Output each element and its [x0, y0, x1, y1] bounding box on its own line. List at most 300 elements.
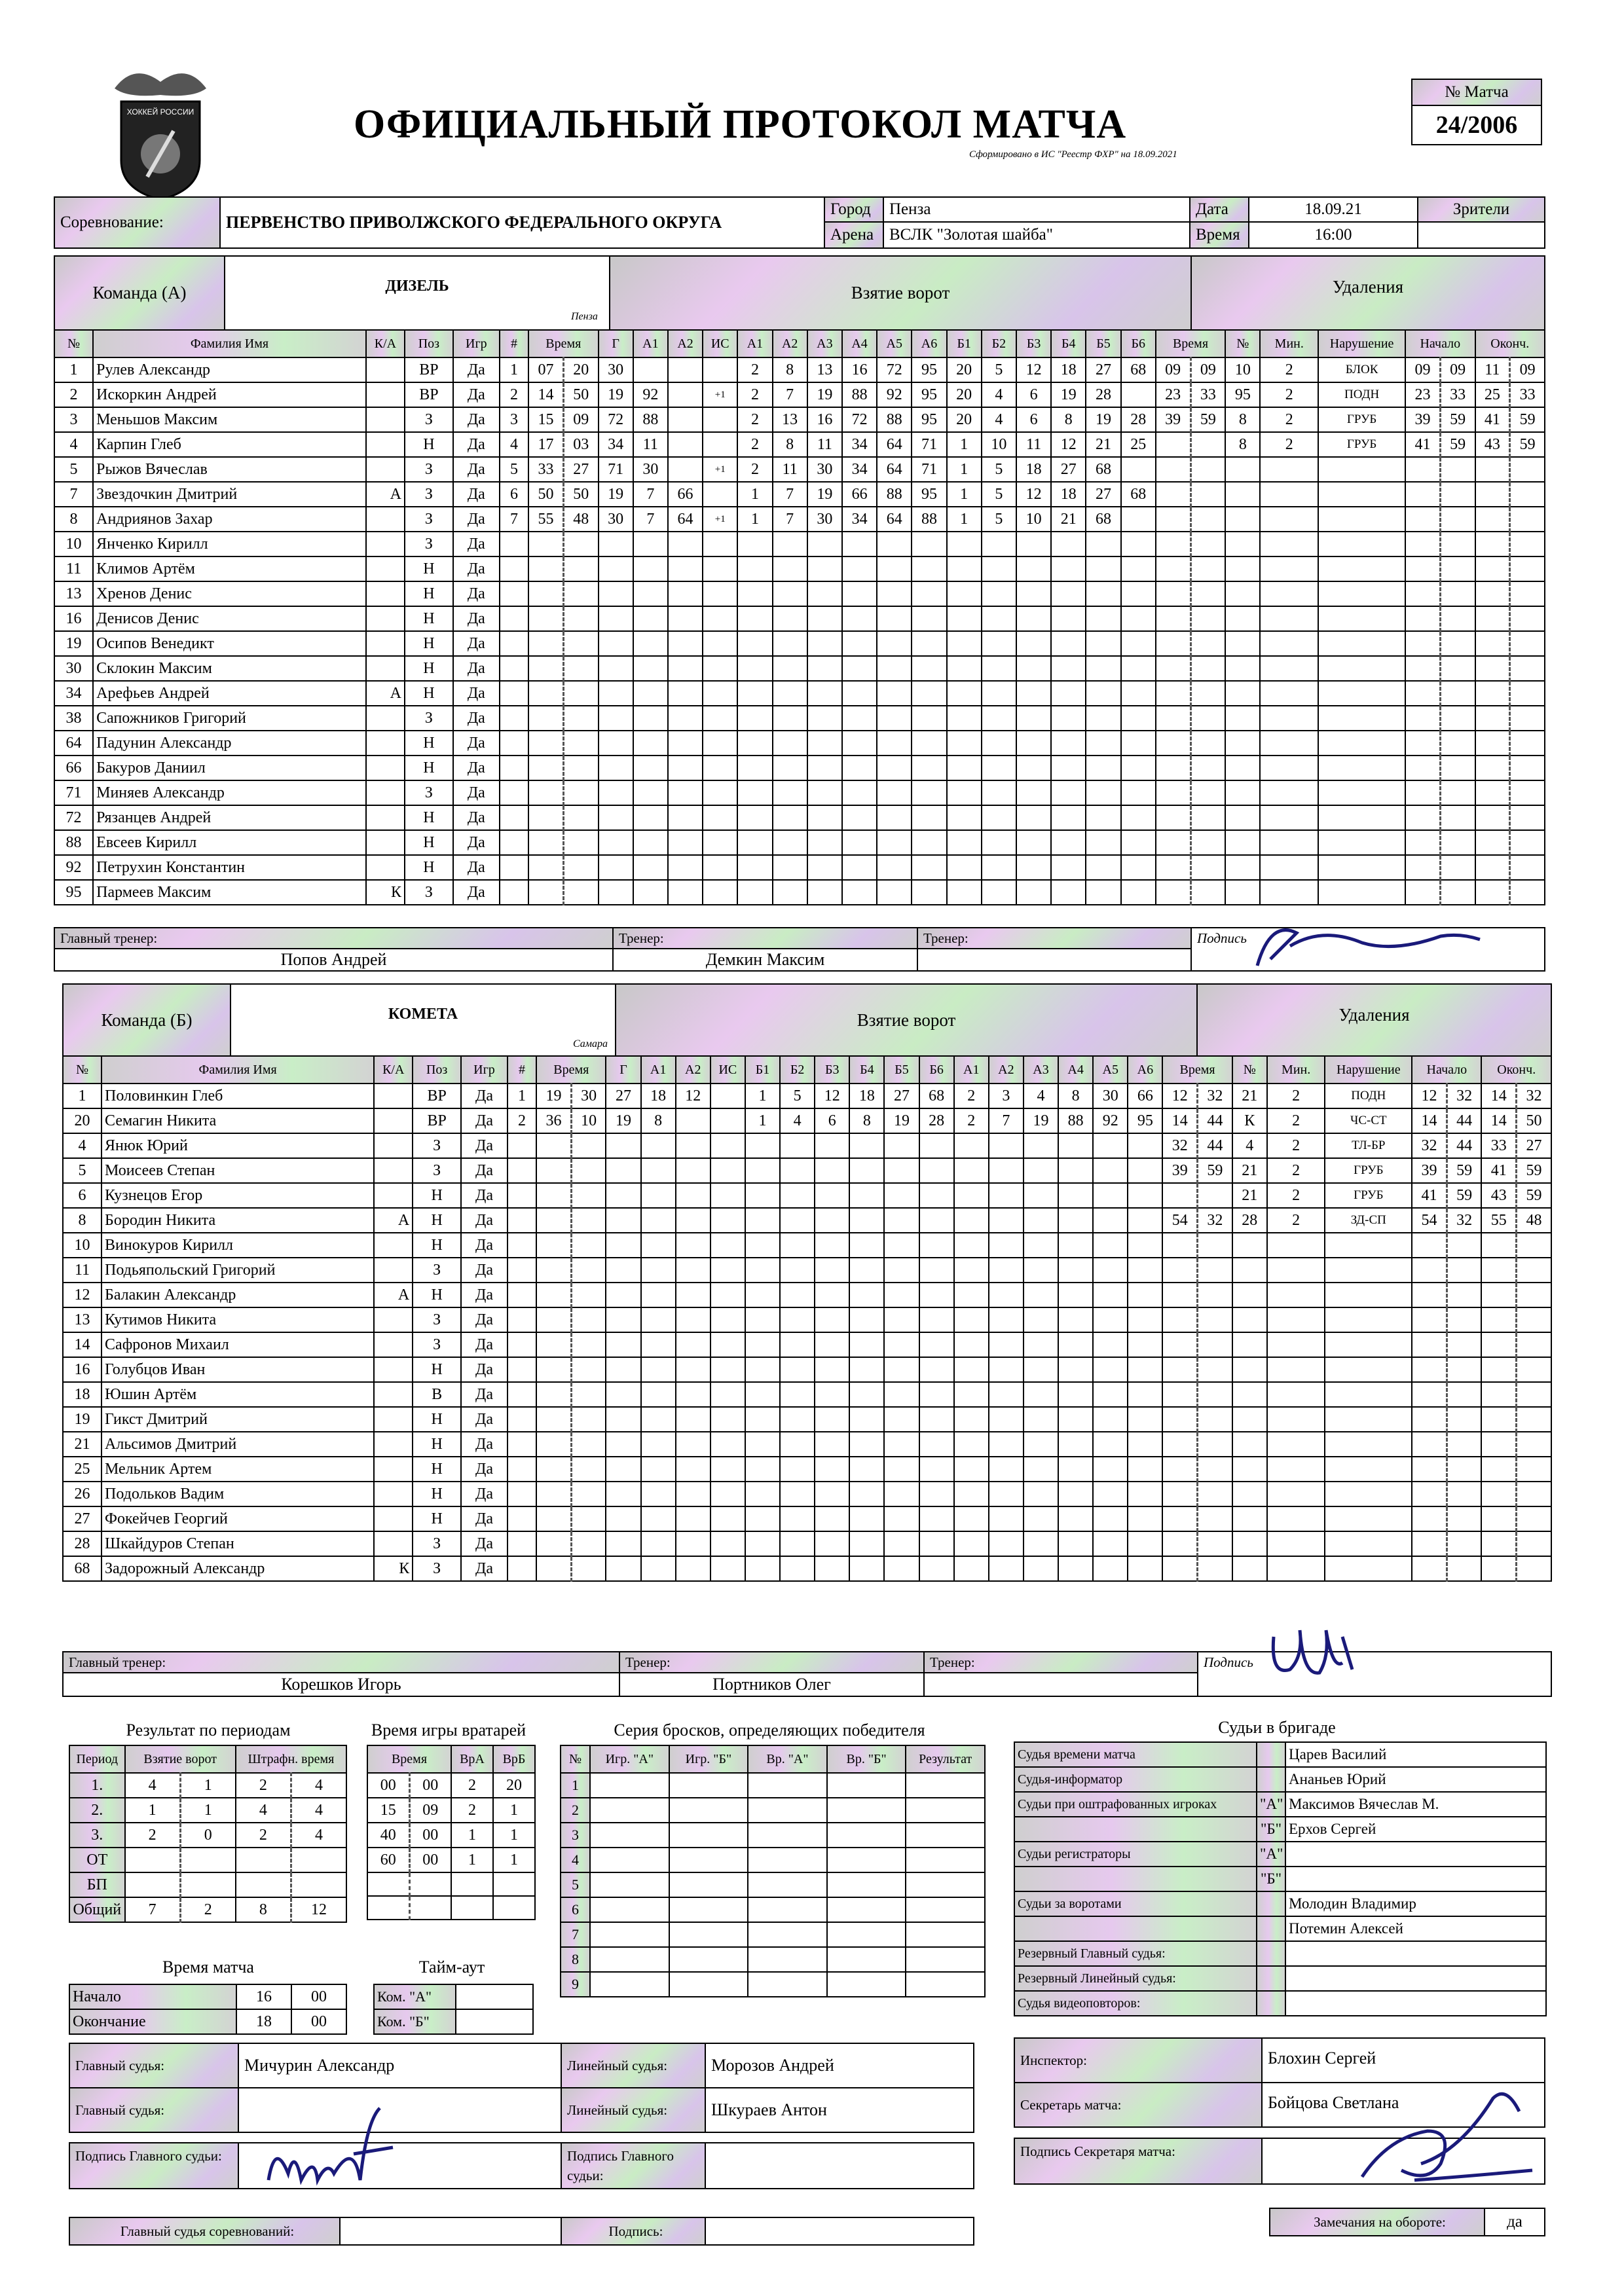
period-value: [291, 1848, 346, 1872]
penalty-cell: [1232, 1382, 1267, 1407]
player-played: Да: [461, 1332, 507, 1357]
player-played: Да: [453, 880, 500, 905]
penalty-cell: [1447, 1506, 1481, 1531]
goal-cell: 1: [745, 1108, 780, 1133]
penalty-cell: [1412, 1407, 1447, 1432]
player-name: Пармеев Максим: [93, 880, 366, 905]
goal-cell: [842, 880, 877, 905]
goal-cell: [633, 581, 668, 606]
player-number: 11: [54, 556, 93, 581]
penalty-cell: [1325, 1382, 1412, 1407]
penalty-cell: 33: [1440, 382, 1475, 407]
goal-cell: [919, 1233, 954, 1258]
goal-cell: [507, 1283, 536, 1307]
table-row: [54, 731, 1545, 756]
team-b-coach-label: Тренер:: [619, 1651, 925, 1673]
player-name: Фокейчев Георгий: [101, 1506, 374, 1531]
goal-cell: [954, 1407, 989, 1432]
team-b-label: Команда (Б): [62, 983, 231, 1057]
goal-header: Б2: [982, 330, 1016, 357]
goal-cell: [842, 681, 877, 706]
penalty-cell: 14: [1412, 1108, 1447, 1133]
goal-cell: [536, 1432, 571, 1457]
goal-header: А2: [989, 1056, 1024, 1084]
goal-cell: [954, 1133, 989, 1158]
penalty-cell: [1162, 1457, 1197, 1482]
goal-cell: [676, 1258, 710, 1283]
table-row: [54, 556, 1545, 581]
penalty-cell: [1162, 1506, 1197, 1531]
goal-cell: [1058, 1233, 1093, 1258]
penalty-cell: [1412, 1357, 1447, 1382]
goal-cell: [676, 1332, 710, 1357]
penalty-cell: [1156, 482, 1190, 507]
goal-cell: [668, 606, 703, 631]
penalty-cell: [1260, 681, 1318, 706]
goal-cell: 13: [773, 407, 807, 432]
period-name: 2.: [69, 1798, 125, 1823]
main-referee-signature-text: Подпись Главного судьи:: [75, 2148, 222, 2164]
goal-cell: [1058, 1133, 1093, 1158]
penalty-cell: 39: [1405, 407, 1440, 432]
penalty-cell: [1156, 532, 1190, 556]
penalty-cell: [1190, 507, 1225, 532]
goal-cell: [1058, 1531, 1093, 1556]
player-number: 13: [63, 1307, 101, 1332]
arena-label: Арена: [824, 221, 884, 249]
goal-cell: [563, 731, 598, 756]
penalty-cell: [1198, 1307, 1232, 1332]
goal-cell: 64: [877, 432, 912, 457]
penalty-cell: [1162, 1357, 1197, 1382]
goal-cell: [773, 532, 807, 556]
player-name: Шкайдуров Степан: [101, 1531, 374, 1556]
goal-cell: 6: [815, 1108, 849, 1133]
period-name: 3.: [69, 1823, 125, 1848]
player-name: Подольков Вадим: [101, 1482, 374, 1506]
periods-title: Результат по периодам: [126, 1721, 291, 1740]
penalty-cell: [1232, 1432, 1267, 1457]
goal-cell: [737, 706, 772, 731]
goal-cell: [536, 1307, 571, 1332]
goal-cell: [1128, 1457, 1162, 1482]
goal-cell: [1086, 731, 1120, 756]
goal-cell: [1093, 1556, 1128, 1581]
player-role: [374, 1382, 413, 1407]
goal-cell: [710, 1084, 745, 1108]
goal-cell: [1051, 830, 1086, 855]
goal-cell: [1024, 1283, 1058, 1307]
goal-cell: [676, 1133, 710, 1158]
goal-cell: [507, 1482, 536, 1506]
goal-cell: 95: [1128, 1108, 1162, 1133]
penalty-cell: 39: [1412, 1158, 1447, 1183]
penalty-cell: [1318, 556, 1405, 581]
match-time-table: [69, 1984, 347, 2035]
player-position: З: [405, 880, 453, 905]
penalty-cell: 09: [1405, 357, 1440, 382]
goal-cell: [1121, 780, 1156, 805]
goal-cell: [1121, 382, 1156, 407]
goal-cell: [641, 1506, 676, 1531]
goal-cell: 72: [599, 407, 633, 432]
shootout-cell: [669, 1773, 748, 1798]
player-role: [374, 1457, 413, 1482]
goal-cell: [877, 581, 912, 606]
goal-cell: 8: [1051, 407, 1086, 432]
player-role: [366, 457, 405, 482]
table-row: [561, 1798, 985, 1823]
goal-cell: [737, 731, 772, 756]
goal-cell: [877, 631, 912, 656]
penalty-cell: [1440, 855, 1475, 880]
goal-cell: [1051, 805, 1086, 830]
team-b-city: Самара: [573, 1038, 608, 1049]
player-role: [366, 756, 405, 780]
goal-cell: [1128, 1133, 1162, 1158]
goal-cell: [676, 1531, 710, 1556]
goal-header: А3: [1024, 1056, 1058, 1084]
goal-cell: [500, 681, 528, 706]
official-name: [1285, 1941, 1546, 1966]
line-referee-1: Морозов Андрей: [705, 2043, 974, 2088]
goal-cell: [912, 681, 946, 706]
player-number: 8: [54, 507, 93, 532]
player-name: Карпин Глеб: [93, 432, 366, 457]
goal-cell: [849, 1183, 884, 1208]
goal-cell: [884, 1133, 919, 1158]
goal-cell: [877, 556, 912, 581]
goal-cell: [849, 1133, 884, 1158]
shootout-cell: [669, 1922, 748, 1947]
penalty-cell: 54: [1412, 1208, 1447, 1233]
player-number: 12: [63, 1283, 101, 1307]
goal-cell: [807, 805, 842, 830]
penalty-cell: 39: [1156, 407, 1190, 432]
goal-cell: [571, 1506, 606, 1531]
penalty-cell: [1510, 532, 1545, 556]
goal-cell: [954, 1283, 989, 1307]
table-row: [561, 1922, 985, 1947]
goal-cell: [780, 1332, 815, 1357]
goal-cell: [947, 855, 982, 880]
goalies-title: Время игры вратарей: [371, 1721, 526, 1740]
goal-cell: [919, 1307, 954, 1332]
goal-cell: [1121, 507, 1156, 532]
penalty-cell: [1198, 1556, 1232, 1581]
goal-cell: [528, 880, 563, 905]
goal-cell: [563, 880, 598, 905]
penalty-cell: 33: [1481, 1133, 1516, 1158]
player-number: 16: [63, 1357, 101, 1382]
goal-cell: [536, 1133, 571, 1158]
goal-cell: [1058, 1158, 1093, 1183]
shootout-cell: [590, 1798, 669, 1823]
penalty-cell: 2: [1267, 1208, 1325, 1233]
goal-cell: [745, 1531, 780, 1556]
penalty-cell: [1190, 731, 1225, 756]
player-name: Голубцов Иван: [101, 1357, 374, 1382]
match-time-title: Время матча: [162, 1958, 254, 1977]
player-number: 71: [54, 780, 93, 805]
penalty-cell: [1440, 482, 1475, 507]
period-value: 7: [125, 1897, 181, 1922]
goal-cell: 4: [500, 432, 528, 457]
line-referee-2-label: Линейный судья:: [561, 2087, 706, 2133]
goal-cell: [807, 606, 842, 631]
table-row: [63, 1158, 1551, 1183]
goal-cell: [507, 1133, 536, 1158]
penalty-cell: [1481, 1556, 1516, 1581]
goal-cell: [633, 631, 668, 656]
goal-cell: [1024, 1531, 1058, 1556]
goal-cell: [989, 1332, 1024, 1357]
goal-cell: 19: [536, 1084, 571, 1108]
goal-cell: [599, 681, 633, 706]
goal-cell: [1024, 1258, 1058, 1283]
goal-cell: [676, 1457, 710, 1482]
goal-cell: [1093, 1457, 1128, 1482]
penalty-cell: [1405, 706, 1440, 731]
penalty-cell: [1325, 1233, 1412, 1258]
goal-cell: [1093, 1357, 1128, 1382]
player-name: Склокин Максим: [93, 656, 366, 681]
table-row: [63, 1457, 1551, 1482]
penalty-cell: 21: [1232, 1084, 1267, 1108]
penalty-cell: [1481, 1233, 1516, 1258]
shootout-cell: [590, 1947, 669, 1972]
goal-cell: 10: [1016, 507, 1051, 532]
goal-cell: [773, 581, 807, 606]
penalty-cell: 21: [1232, 1183, 1267, 1208]
player-position: З: [413, 1556, 461, 1581]
penalty-cell: 09: [1510, 357, 1545, 382]
roster-header: Поз: [405, 330, 453, 357]
goal-cell: [815, 1307, 849, 1332]
table-row: [1014, 1792, 1546, 1817]
goal-cell: [1128, 1332, 1162, 1357]
goal-cell: [507, 1258, 536, 1283]
goal-cell: [668, 457, 703, 482]
goal-cell: [1016, 532, 1051, 556]
penalty-cell: [1318, 507, 1405, 532]
penalty-cell: [1162, 1407, 1197, 1432]
penalty-cell: 43: [1475, 432, 1510, 457]
penalty-cell: [1447, 1307, 1481, 1332]
goal-cell: [745, 1332, 780, 1357]
shootout-cell: [906, 1922, 985, 1947]
player-number: 13: [54, 581, 93, 606]
table-row: [561, 1848, 985, 1872]
arena-value: ВСЛК "Золотая шайба": [883, 221, 1190, 249]
goal-cell: [641, 1556, 676, 1581]
player-position: З: [413, 1332, 461, 1357]
goal-cell: [599, 805, 633, 830]
team-a-penalties-header: Удаления: [1190, 255, 1545, 331]
penalty-cell: [1198, 1482, 1232, 1506]
goal-cell: 27: [1086, 482, 1120, 507]
goal-cell: [737, 581, 772, 606]
penalty-cell: [1412, 1233, 1447, 1258]
penalty-cell: 55: [1481, 1208, 1516, 1233]
penalty-cell: [1260, 631, 1318, 656]
goal-cell: [571, 1307, 606, 1332]
goal-cell: [954, 1482, 989, 1506]
goal-cell: [676, 1183, 710, 1208]
goal-cell: 95: [912, 357, 946, 382]
goal-cell: 66: [668, 482, 703, 507]
player-number: 18: [63, 1382, 101, 1407]
goal-cell: [1093, 1133, 1128, 1158]
goal-cell: [668, 805, 703, 830]
goal-cell: [1051, 556, 1086, 581]
match-number: 24/2006: [1411, 105, 1542, 145]
goal-cell: [1121, 880, 1156, 905]
goal-cell: 88: [633, 407, 668, 432]
penalty-cell: [1190, 756, 1225, 780]
goalie-time-value: 1: [493, 1848, 535, 1872]
team-b-name: КОМЕТА: [230, 983, 616, 1057]
goal-cell: [912, 756, 946, 780]
goal-cell: 5: [982, 482, 1016, 507]
goal-cell: [807, 880, 842, 905]
goal-cell: [668, 656, 703, 681]
penalty-cell: [1475, 656, 1510, 681]
goalie-time-value: 00: [409, 1773, 451, 1798]
goal-cell: [633, 731, 668, 756]
goal-cell: 50: [563, 382, 598, 407]
competition-label: Соревнование:: [54, 196, 221, 249]
goal-cell: [703, 357, 737, 382]
penalty-cell: [1232, 1357, 1267, 1382]
goal-cell: 88: [877, 407, 912, 432]
penalty-cell: [1260, 706, 1318, 731]
goal-cell: [954, 1332, 989, 1357]
match-start-hours: 16: [236, 1984, 291, 2009]
goal-cell: [606, 1407, 640, 1432]
goal-cell: 1: [947, 507, 982, 532]
goal-cell: [849, 1307, 884, 1332]
goal-cell: [703, 432, 737, 457]
time-label: Время: [1189, 221, 1249, 249]
table-row: [1014, 1891, 1546, 1916]
player-position: Н: [413, 1407, 461, 1432]
goal-cell: [982, 830, 1016, 855]
goal-cell: 18: [641, 1084, 676, 1108]
goal-cell: 7: [989, 1108, 1024, 1133]
goal-cell: [571, 1457, 606, 1482]
goal-cell: [982, 556, 1016, 581]
goal-cell: [842, 731, 877, 756]
penalty-cell: [1481, 1407, 1516, 1432]
goal-cell: 34: [842, 432, 877, 457]
goal-cell: [703, 706, 737, 731]
table-row: [367, 1773, 535, 1798]
goalie-time-value: 15: [367, 1798, 409, 1823]
goal-cell: [773, 805, 807, 830]
goal-cell: [1093, 1531, 1128, 1556]
shootout-number: 1: [561, 1773, 590, 1798]
goal-cell: [912, 606, 946, 631]
goal-cell: 20: [947, 357, 982, 382]
goal-cell: [710, 1307, 745, 1332]
table-row: [54, 805, 1545, 830]
goal-cell: [954, 1183, 989, 1208]
penalty-cell: [1475, 681, 1510, 706]
penalty-cell: [1260, 581, 1318, 606]
goal-cell: [599, 855, 633, 880]
goal-cell: [947, 731, 982, 756]
player-number: 2: [54, 382, 93, 407]
penalty-cell: [1162, 1332, 1197, 1357]
goal-cell: [780, 1233, 815, 1258]
player-played: Да: [461, 1258, 507, 1283]
goal-cell: [737, 656, 772, 681]
penalty-cell: [1517, 1432, 1551, 1457]
goal-cell: 6: [1016, 407, 1051, 432]
penalty-header: Оконч.: [1481, 1056, 1551, 1084]
goal-cell: 15: [528, 407, 563, 432]
period-value: 8: [236, 1897, 291, 1922]
goalie-time-value: [367, 1872, 409, 1896]
goal-cell: [536, 1233, 571, 1258]
penalty-cell: ПОДН: [1318, 382, 1405, 407]
goal-cell: [912, 556, 946, 581]
goal-cell: +1: [703, 457, 737, 482]
goal-cell: [710, 1457, 745, 1482]
player-number: 5: [63, 1158, 101, 1183]
goal-cell: [563, 855, 598, 880]
goal-cell: 18: [1016, 457, 1051, 482]
goal-cell: [884, 1556, 919, 1581]
player-name: Альсимов Дмитрий: [101, 1432, 374, 1457]
goalie-time-value: [367, 1896, 409, 1920]
player-name: Сапожников Григорий: [93, 706, 366, 731]
goal-cell: [571, 1382, 606, 1407]
goal-cell: 19: [599, 482, 633, 507]
goal-cell: [563, 631, 598, 656]
penalty-cell: [1260, 805, 1318, 830]
goal-cell: [1121, 556, 1156, 581]
roster-header: Поз: [413, 1056, 461, 1084]
penalty-cell: [1405, 681, 1440, 706]
player-name: Янюк Юрий: [101, 1133, 374, 1158]
goal-cell: [954, 1208, 989, 1233]
goal-cell: [1128, 1556, 1162, 1581]
competition-value: ПЕРВЕНСТВО ПРИВОЛЖСКОГО ФЕДЕРАЛЬНОГО ОКРУГА: [219, 196, 825, 249]
goal-cell: [1086, 805, 1120, 830]
goal-cell: 3: [500, 407, 528, 432]
team-a-signature-label: Подпись: [1190, 927, 1545, 972]
penalty-cell: [1325, 1332, 1412, 1357]
penalty-cell: ГРУБ: [1325, 1158, 1412, 1183]
penalty-cell: [1475, 855, 1510, 880]
player-position: Н: [405, 556, 453, 581]
roster-header: №: [54, 330, 93, 357]
player-role: [374, 1108, 413, 1133]
team-b-coach: Портников Олег: [619, 1672, 925, 1697]
player-number: 64: [54, 731, 93, 756]
table-row: [54, 581, 1545, 606]
penalty-cell: 2: [1267, 1183, 1325, 1208]
goal-cell: 18: [849, 1084, 884, 1108]
goal-cell: [745, 1258, 780, 1283]
shootout-cell: [748, 1872, 827, 1897]
penalty-cell: [1267, 1482, 1325, 1506]
penalty-cell: [1510, 581, 1545, 606]
goal-cell: 34: [599, 432, 633, 457]
goal-cell: [877, 731, 912, 756]
